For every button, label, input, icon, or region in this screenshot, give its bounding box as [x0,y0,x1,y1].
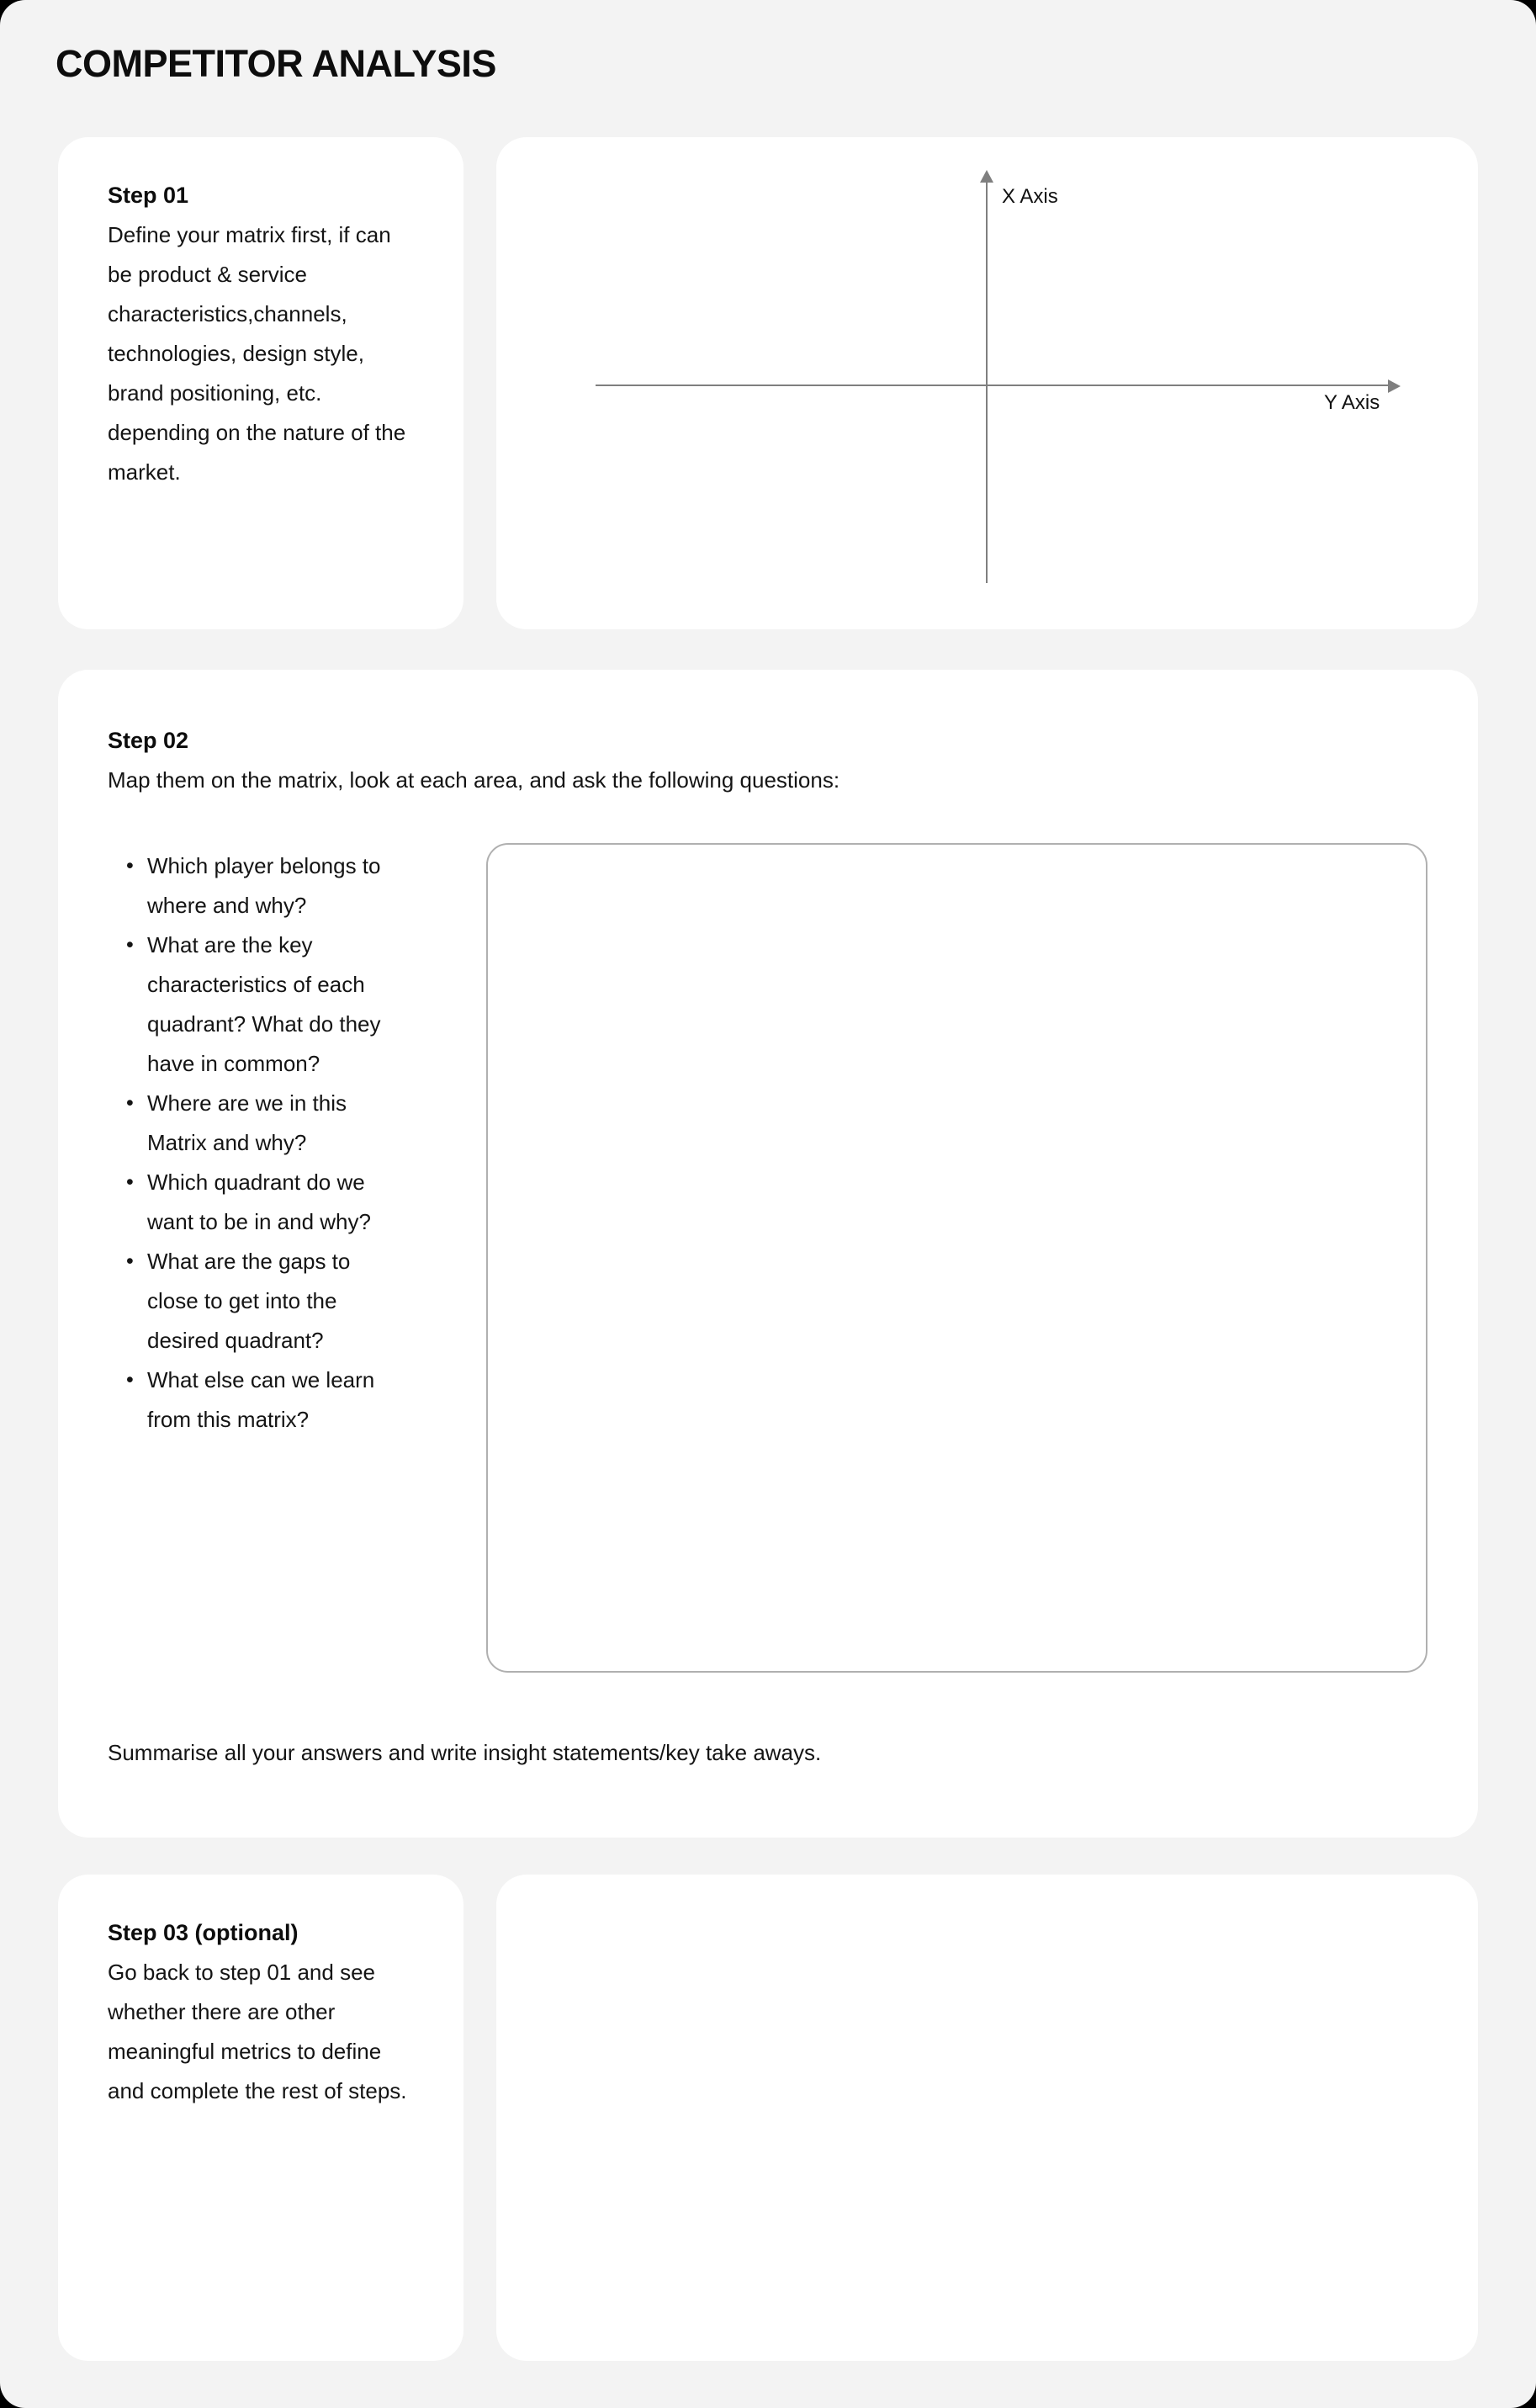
step2-subtitle: Map them on the matrix, look at each area, and ask the following questions: [108,767,840,793]
step3-placeholder-card [496,1875,1478,2361]
list-item: • Which player belongs to where and why? [108,846,486,926]
step3-description: Go back to step 01 and see whether there are other meaningful metrics to define and complete the rest of steps. [108,1960,407,2103]
x-axis-label: X Axis [1002,185,1058,208]
step3-heading: Step 03 (optional) [108,1920,299,1945]
step1-heading: Step 01 [108,183,189,208]
questions-list [108,843,486,1440]
matrix-placeholder-box [486,843,1427,1673]
list-item: • What are the key characteristics of each quadrant? What do they have in common? [108,926,486,1084]
step2-card [58,670,1478,1838]
up-arrow-icon [980,170,993,183]
list-item: • Where are we in this Matrix and why? [108,1084,486,1163]
list-item: • What else can we learn from this matrix? [108,1360,486,1440]
list-item: • What are the gaps to close to get into the desired quadrant? [108,1242,486,1360]
step2-summary-note: Summarise all your answers and write insight statements/key take aways. [108,1740,822,1765]
y-axis-label: Y Axis [1324,391,1380,414]
vertical-axis-line [986,181,988,583]
step2-content-row [108,843,1427,1673]
page-title: COMPETITOR ANALYSIS [56,42,496,85]
step3-card [58,1875,463,2361]
horizontal-axis-line [596,385,1390,386]
right-arrow-icon [1388,379,1401,393]
step2-heading: Step 02 [108,728,189,753]
step1-description: Define your matrix first, if can be product & service characteristics,channels, technologies, design style, brand positioning, etc. depending on the nature of the market. [108,222,406,485]
matrix-chart-card [496,137,1478,629]
step1-card [58,137,463,629]
list-item: • Which quadrant do we want to be in and why? [108,1163,486,1242]
